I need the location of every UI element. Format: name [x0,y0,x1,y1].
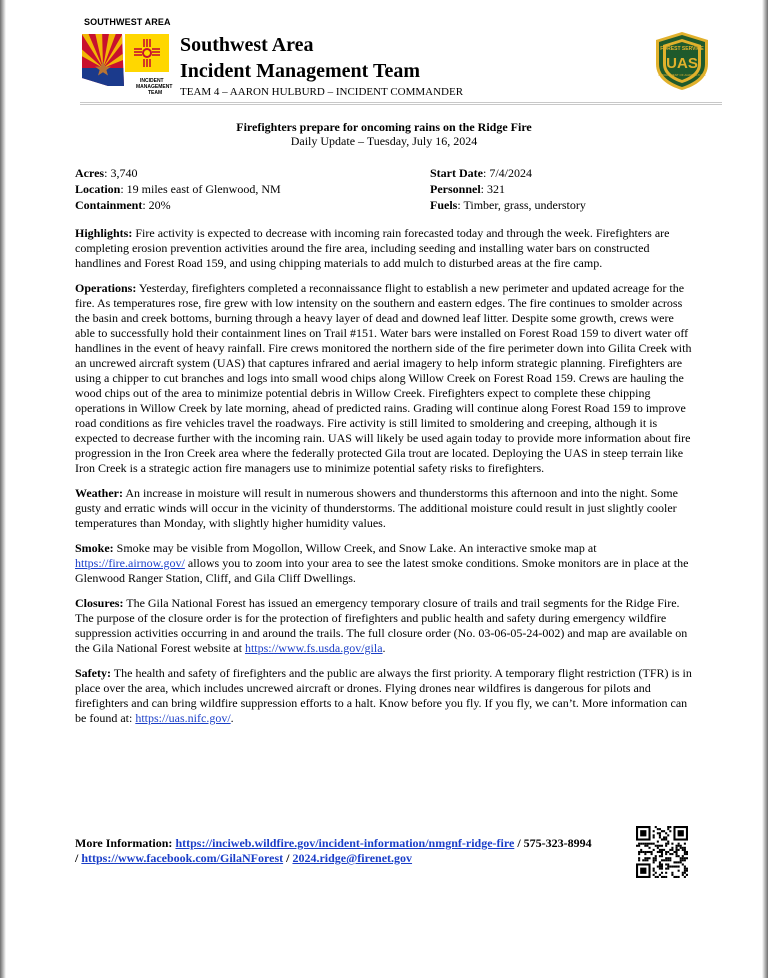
header-divider [80,102,722,105]
safety-paragraph: Safety: The health and safety of firefighters and the public are always the first priority. A temporary flight restriction (TFR) is in place over the area, which includes uncrewed aircraft or drones. Flying drones near wildfires is dangerous for pilots and firefighters and can bring wildfire suppression efforts to a halt. Know before you fly. If you fly, we can’t. More information can be found at: https://uas.nifc.gov/. [75,666,692,725]
svg-text:FOREST SERVICE: FOREST SERVICE [660,46,704,52]
email-link[interactable]: 2024.ridge@firenet.gov [292,851,413,865]
header-title-line2: Incident Management Team [180,60,420,82]
uas-nifc-link[interactable]: https://uas.nifc.gov/ [135,711,231,725]
fact-column-right [430,165,586,213]
facebook-link[interactable]: https://www.facebook.com/GilaNForest [81,851,284,865]
inciweb-link[interactable]: https://inciweb.wildfire.gov/incident-information/nmgnf-ridge-fire [175,836,515,850]
closures-paragraph: Closures: The Gila National Forest has issued an emergency temporary closure of trails and trail segments for the Ridge Fire. The purpose of the closure order is for the protection of firefighters and public health and safety during emergency wildfire suppression activities occurring in and around the trails. The full closure order (No. 03-06-05-24-002) and map are available on the Gila National Forest website at https://www.fs.usda.gov/gila. [75,596,688,655]
svg-text:MANAGEMENT: MANAGEMENT [136,84,173,90]
swimt-logo-icon [78,28,176,98]
svg-text:TEAM: TEAM [148,90,163,96]
gila-forest-link[interactable]: https://www.fs.usda.gov/gila [244,641,383,655]
fact-acres: Acres: 3,740 [75,166,138,180]
update-headline: Firefighters prepare for oncoming rains on the Ridge Fire [236,120,532,134]
highlights-paragraph: Highlights: Fire activity is expected to decrease with incoming rain forecasted today and through the week. Firefighters are completing erosion prevention activities around the fire area, including seeding and installing water bars on constructed handlines and Forest Road 159, and using chipping materials to add mulch to disturbed areas at the fire camp. [75,226,670,270]
svg-text:DEPARTMENT OF AGRICULTURE: DEPARTMENT OF AGRICULTURE [658,73,706,77]
smoke-paragraph: Smoke: Smoke may be visible from Mogollon, Willow Creek, and Snow Lake. An interactive smoke map at https://fire.airnow.gov/ allows you to zoom into your area to see the latest smoke conditions. Smoke monitors are in place at the Glenwood Ranger Station, Cliff, and Gila Cliff Dwellings. [75,541,689,585]
smoke-map-link[interactable]: https://fire.airnow.gov/ [75,556,185,570]
fact-location: Location: 19 miles east of Glenwood, NM [75,182,281,196]
update-body [75,226,695,736]
svg-text:UAS: UAS [666,55,698,72]
weather-paragraph: Weather: An increase in moisture will result in numerous showers and thunderstorms this afternoon and into the night. Some gusty and erratic winds will occur in the vicinity of thunderstorms. The additional moisture could result in just slightly cooler temperatures than Monday, with slightly higher humidity values. [75,486,678,530]
header-title-line1: Southwest Area [180,34,314,56]
fact-containment: Containment: 20% [75,198,171,212]
svg-text:INCIDENT: INCIDENT [140,78,164,84]
header-small-label: SOUTHWEST AREA [84,17,171,27]
forest-service-uas-badge-icon [650,30,714,92]
fact-start-date: Start Date: 7/4/2024 [430,166,532,180]
fact-fuels: Fuels: Timber, grass, understory [430,198,586,212]
fact-personnel: Personnel: 321 [430,182,506,196]
header-team-line: TEAM 4 – AARON HULBURD – INCIDENT COMMANDER [180,86,464,98]
fact-column-left [75,165,281,213]
update-date: Daily Update – Tuesday, July 16, 2024 [290,134,478,148]
operations-paragraph: Operations: Yesterday, firefighters completed a reconnaissance flight to establish a new perimeter and updated acreage for the fire. As temperatures rose, fire grew with low intensity on the southern and eastern edges. The fire continues to smolder across the basin and creek bottoms, burning through a heavy layer of dead and downed leaf litter. Despite some growth, crews were able to successfully hold their containment lines on Trail #151. Water bars were installed on Forest Road 159 to divert water off handlines in the event of heavy rainfall. Fire crews monitored the northern side of the fire perimeter down into Gilita Creek with an uncrewed aircraft system (UAS) that captures infrared and aerial imagery to help inform strategic planning. Firefighters are using a chipper to cut branches and logs into small wood chips along Willow Creek on Forest Road 159. Crews are hauling the wood chips out of the area to minimize potential debris in Willow Creek. Firefighters expect to complete these chipping operations in Willow Creek by late morning, ahead of predicted rains. Grading will continue along Forest Road 159 to improve road conditions as fire vehicles travel the roadways. Fire activity is still limited to smoldering and creeping, although it is expected to decrease further with the incoming rain. UAS will likely be used again today to provide more information about fire progression in the Iron Creek area where the federally protected Gila trout are located. Deploying the UAS in steep terrain like Iron Creek is a strategic action fire managers use to minimize potential safety risks to firefighters. [75,281,692,475]
qr-code-icon[interactable] [636,826,688,878]
more-information: More Information: https://inciweb.wildfire.gov/incident-information/nmgnf-ridge-fire / 575-323-8994 / https://www.facebook.com/GilaNForest / 2024.ridge@firenet.gov [75,836,592,865]
